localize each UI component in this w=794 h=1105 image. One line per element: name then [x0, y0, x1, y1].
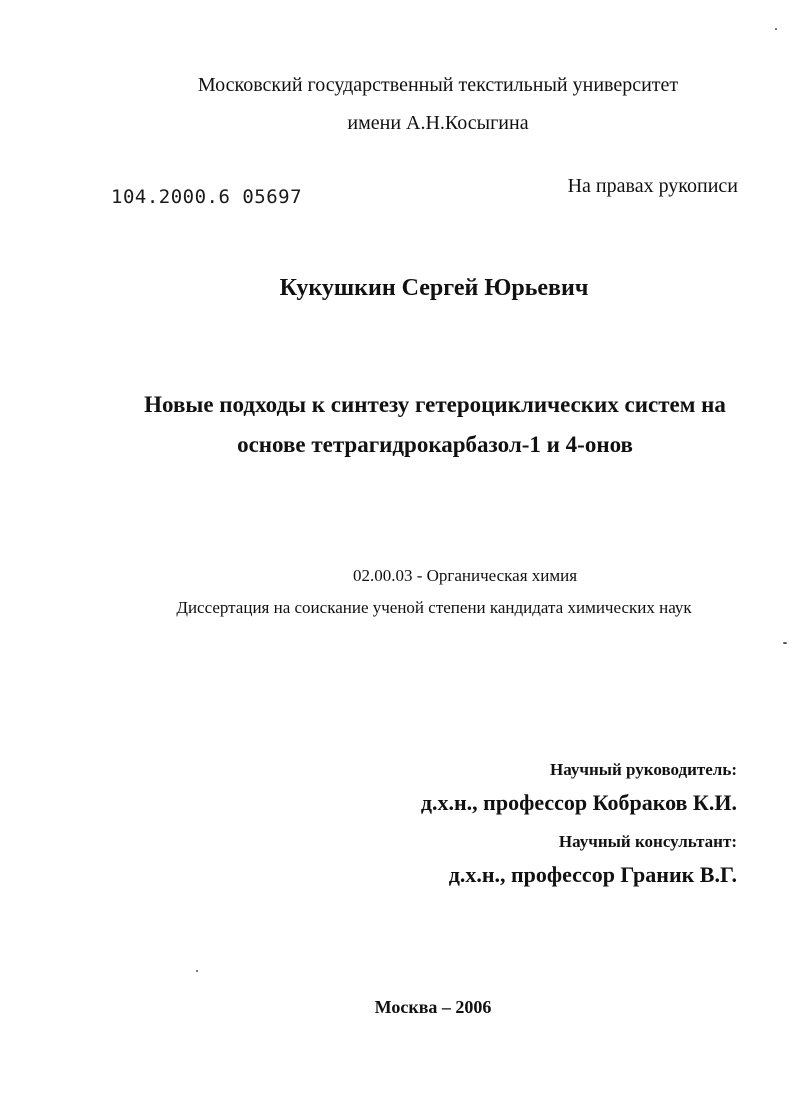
dissertation-title-line-2: основе тетрагидрокарбазол-1 и 4-онов	[237, 432, 633, 457]
city-year: Москва – 2006	[374, 997, 492, 1017]
supervisor-name: д.х.н., профессор Кобраков К.И.	[420, 790, 737, 815]
consultant-name: д.х.н., профессор Граник В.Г.	[448, 862, 737, 887]
consultant-label: Научный консультант:	[558, 832, 737, 851]
supervisor-label: Научный руководитель:	[550, 760, 737, 779]
registry-code: 104.2000.6 05697	[111, 186, 303, 208]
rights-note: На правах рукописи	[567, 175, 738, 197]
university-named-after: имени А.Н.Косыгина	[347, 112, 529, 134]
scan-speck	[775, 28, 777, 30]
specialty-code: 02.00.03 - Органическая химия	[352, 566, 578, 585]
dissertation-type: Диссертация на соискание ученой степени кандидата химических наук	[176, 598, 692, 617]
university-name: Московский государственный текстильный университет	[197, 74, 679, 96]
author-name: Кукушкин Сергей Юрьевич	[279, 275, 589, 301]
dissertation-title-line-1: Новые подходы к синтезу гетероциклических систем на	[144, 392, 726, 417]
scan-speck	[196, 970, 198, 972]
scan-speck	[783, 642, 787, 644]
